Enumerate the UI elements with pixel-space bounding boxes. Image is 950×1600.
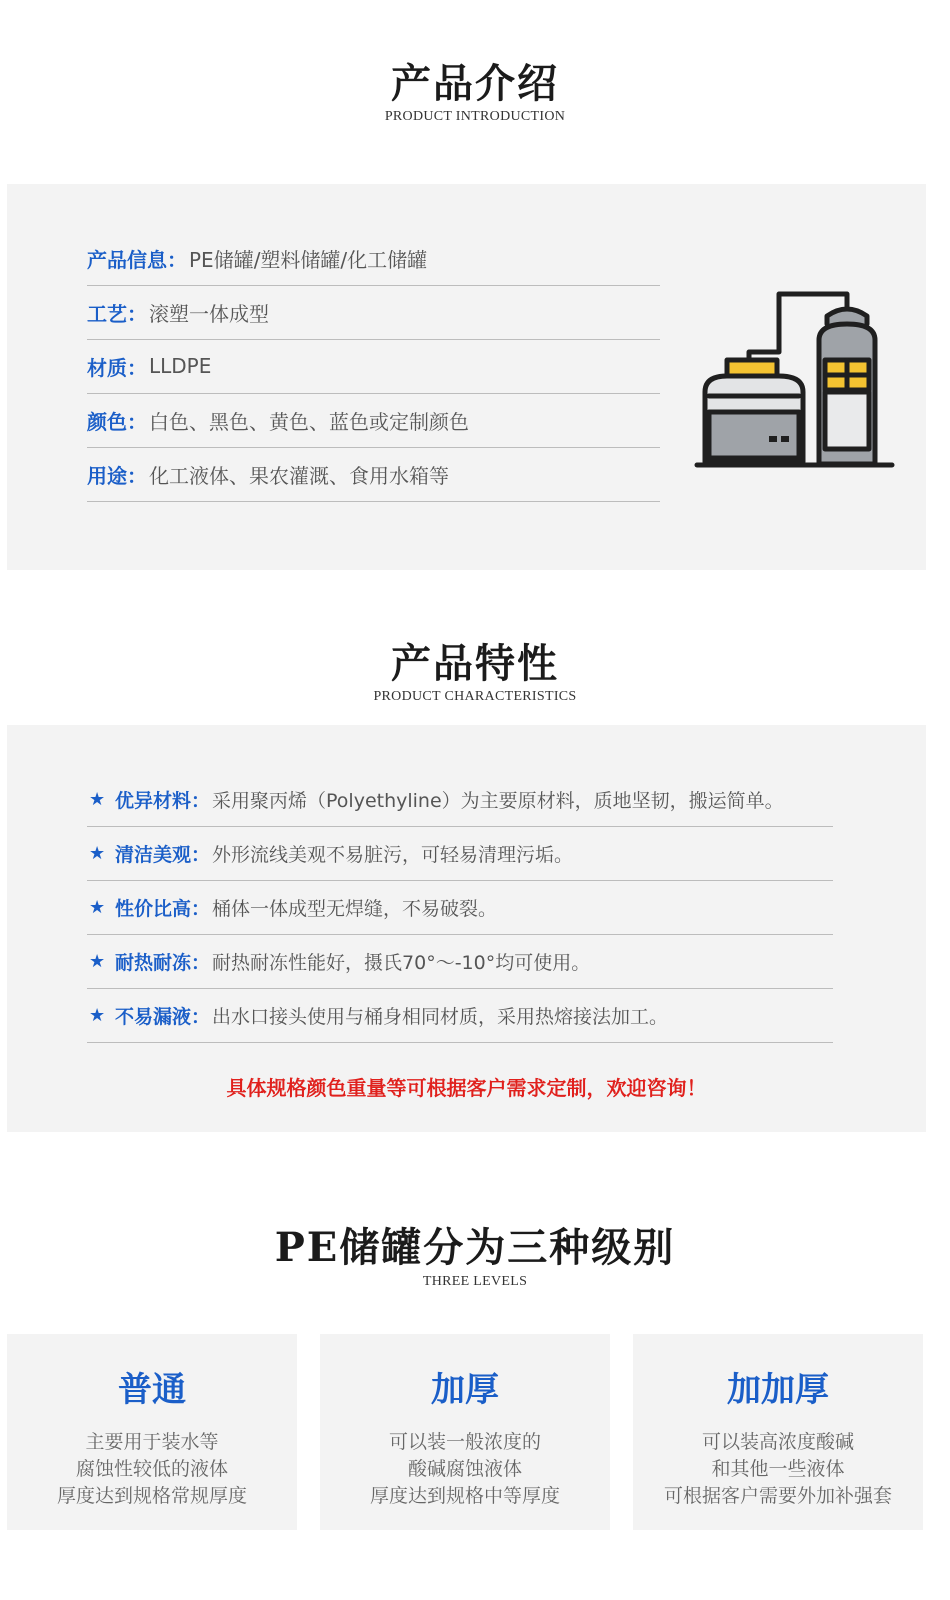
feature-key: 清洁美观：	[115, 843, 211, 866]
info-row-color	[87, 393, 660, 448]
level-description	[7, 1429, 297, 1510]
star-icon: ★	[89, 896, 106, 918]
info-key: 产品信息：	[87, 247, 187, 272]
feature-key: 优异材料：	[115, 789, 211, 812]
level-name: 普通	[118, 1370, 186, 1410]
info-key: 工艺：	[87, 301, 147, 326]
feature-value: 耐热耐冻性能好，摄氏70°～-10°均可使用。	[212, 951, 591, 974]
star-icon: ★	[89, 1004, 106, 1026]
custom-notice: 具体规格颜色重量等可根据客户需求定制，欢迎咨询！	[226, 1076, 707, 1100]
level-description	[320, 1429, 610, 1510]
feature-key: 耐热耐冻：	[115, 951, 211, 974]
info-row-usage	[87, 447, 660, 502]
feature-value: 桶体一体成型无焊缝，不易破裂。	[212, 897, 498, 920]
info-value: LLDPE	[149, 354, 212, 378]
star-icon: ★	[89, 788, 106, 810]
levels-subtitle: THREE LEVELS	[422, 1274, 528, 1289]
feature-key: 不易漏液：	[115, 1005, 211, 1028]
level-card-thick	[320, 1334, 610, 1530]
level-name: 加厚	[431, 1370, 499, 1410]
levels-title: PE储罐分为三种级别	[274, 1224, 676, 1271]
intro-subtitle: PRODUCT INTRODUCTION	[384, 109, 566, 124]
level-desc-line: 厚度达到规格中等厚度	[369, 1485, 560, 1507]
level-desc-line: 酸碱腐蚀液体	[407, 1458, 522, 1480]
level-desc-line: 主要用于装水等	[85, 1431, 219, 1453]
level-name: 加加厚	[727, 1370, 829, 1410]
features-subtitle: PRODUCT CHARACTERISTICS	[373, 689, 577, 704]
features-title: 产品特性	[391, 640, 559, 687]
feature-row-temperature	[87, 934, 833, 989]
feature-value: 采用聚丙烯（Polyethyline）为主要原材料，质地坚韧，搬运简单。	[212, 789, 784, 812]
level-description	[633, 1429, 923, 1510]
info-key: 材质：	[87, 355, 147, 380]
star-icon: ★	[89, 950, 106, 972]
info-row-material	[87, 339, 660, 394]
level-desc-line: 腐蚀性较低的液体	[75, 1458, 228, 1480]
feature-key: 性价比高：	[115, 897, 211, 920]
info-value: 白色、黑色、黄色、蓝色或定制颜色	[149, 409, 469, 434]
feature-value: 外形流线美观不易脏污，可轻易清理污垢。	[212, 843, 574, 866]
features-panel	[7, 725, 926, 1132]
feature-row-material	[87, 772, 833, 827]
info-key: 用途：	[87, 463, 147, 488]
feature-row-value	[87, 880, 833, 935]
level-desc-line: 可以装高浓度酸碱	[701, 1431, 854, 1453]
info-key: 颜色：	[87, 409, 147, 434]
level-desc-line: 厚度达到规格常规厚度	[56, 1485, 247, 1507]
level-card-extra-thick	[633, 1334, 923, 1530]
level-desc-line: 可以装一般浓度的	[388, 1431, 541, 1453]
info-value: PE储罐/塑料储罐/化工储罐	[189, 247, 428, 272]
intro-title: 产品介绍	[391, 60, 559, 107]
level-desc-line: 和其他一些液体	[711, 1458, 845, 1480]
info-value: 化工液体、果农灌溉、食用水箱等	[149, 463, 449, 488]
info-row-process	[87, 285, 660, 340]
star-icon: ★	[89, 842, 106, 864]
chemical-tank-icon	[687, 284, 897, 469]
feature-row-clean	[87, 826, 833, 881]
feature-row-leak	[87, 988, 833, 1043]
info-value: 滚塑一体成型	[149, 301, 269, 326]
info-row-product	[87, 231, 660, 286]
level-desc-line: 可根据客户需要外加补强套	[663, 1485, 892, 1507]
feature-value: 出水口接头使用与桶身相同材质，采用热熔接法加工。	[212, 1005, 669, 1028]
level-card-standard	[7, 1334, 297, 1530]
intro-panel	[7, 184, 926, 570]
